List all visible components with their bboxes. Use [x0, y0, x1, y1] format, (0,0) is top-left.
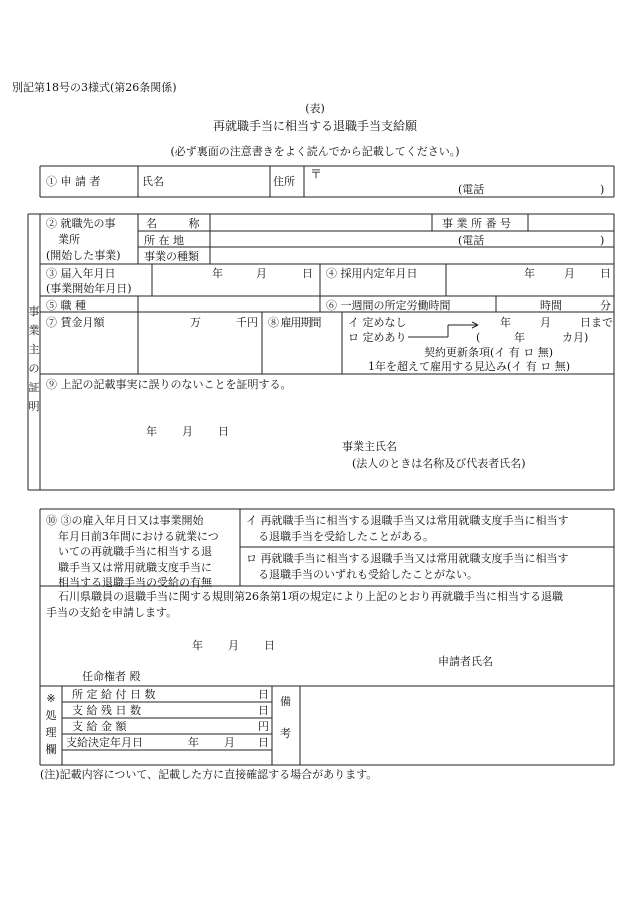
remaining-days-label: 支 給 残 日 数: [72, 704, 141, 717]
remarks-label-2: 考: [280, 727, 291, 740]
office-number-label: 事 業 所 番 号: [442, 217, 511, 230]
offer-year-unit: 年: [524, 267, 535, 280]
name-label: 氏名: [142, 175, 164, 188]
instruction-note: (必ず裏面の注意書きをよく読んでから記載してください。): [170, 145, 460, 158]
applicant-phone-close: ): [600, 183, 605, 196]
prior-benefit-question: ⑩ ③の雇入年月日又は事業開始 年月日前3年間における就業につ いての再就職手当に相当する退 職手当又は常用就職支度手当に 相当する退職手当の受給の有無: [46, 514, 219, 589]
workplace-label-3: (開始した事業): [46, 249, 121, 262]
job-type-field[interactable]: [140, 296, 318, 312]
workplace-label: ② 就職先の事: [46, 217, 116, 230]
benefit-days-label: 所 定 給 付 日 数: [72, 688, 156, 701]
processing-side-label: ※ 処 理 欄: [45, 692, 57, 756]
application-declaration: 石川県職員の退職手当に関する規則第26条第1項の規定により上記のとおり再就職手当に相当する退職: [58, 590, 563, 603]
wage-man-unit: 万: [190, 316, 201, 329]
period-year-unit: 年: [500, 316, 511, 329]
form-reference: 別記第18号の3様式(第26条関係): [12, 81, 177, 94]
remarks-field[interactable]: [302, 686, 612, 765]
offer-month-unit: 月: [564, 267, 575, 280]
decision-month-unit: 月: [224, 736, 235, 749]
job-type-label: ⑤ 職 種: [46, 299, 86, 312]
applicant-name-field[interactable]: [148, 166, 268, 197]
appointing-authority: 任命権者 殿: [82, 670, 141, 683]
prior-benefit-option-no-2: る退職手当のいずれも受給したことがない。: [258, 568, 478, 581]
hours-unit: 時間: [540, 299, 562, 312]
decision-day-unit: 日: [258, 736, 269, 749]
address-label: 住所: [273, 175, 295, 188]
monthly-wage-label: ⑦ 賃金月額: [46, 316, 105, 329]
company-phone-close: ): [600, 234, 605, 247]
owner-name-label: 事業主氏名: [342, 440, 397, 453]
hire-day-unit: 日: [302, 267, 313, 280]
hire-date-label: ③ 届入年月日: [46, 267, 116, 280]
location-field[interactable]: [212, 231, 612, 247]
period-none-option[interactable]: イ 定めなし: [348, 316, 407, 329]
postal-mark: 〒: [310, 167, 323, 181]
office-number-field[interactable]: [530, 214, 612, 231]
applicant-label: ① 申 請 者: [46, 175, 101, 188]
cert-month-unit: 月: [182, 425, 193, 438]
decision-year-unit: 年: [188, 736, 199, 749]
remaining-days-unit: 日: [258, 704, 269, 717]
period-paren-open: (: [476, 331, 481, 344]
hire-year-unit: 年: [212, 267, 223, 280]
business-type-field[interactable]: [212, 247, 612, 264]
application-declaration-2: 手当の支給を申請します。: [46, 606, 178, 619]
footer-note: (注)記載内容について、記載した方に直接確認する場合があります。: [40, 768, 378, 781]
employer-certification-side-label: 事 業 主 の 証 明: [28, 305, 40, 413]
renewal-clause[interactable]: 契約更新条項(イ 有 ロ 無): [424, 346, 554, 359]
decision-date-label: 支給決定年月日: [66, 736, 143, 749]
hire-date-label-2: (事業開始年月日): [46, 282, 132, 295]
workplace-label-2: 業所: [58, 233, 80, 246]
company-name-field[interactable]: [212, 214, 430, 231]
applicant-phone-label: (電話: [458, 183, 485, 196]
prior-benefit-option-yes[interactable]: イ 再就職手当に相当する退職手当又は常用就職支度手当に相当す: [246, 514, 569, 527]
business-type-label: 事業の種類: [144, 250, 199, 263]
period-duration-year-unit: 年: [514, 331, 525, 344]
period-months-unit: カ月): [562, 331, 589, 344]
apply-month-unit: 月: [228, 639, 239, 652]
minutes-unit: 分: [600, 299, 611, 312]
prior-benefit-option-yes-2: る退職手当を受給したことがある。: [258, 530, 434, 543]
benefit-days-unit: 日: [258, 688, 269, 701]
employment-period-label: ⑧ 雇用期間: [268, 316, 321, 329]
offer-date-label: ④ 採用内定年月日: [326, 267, 418, 280]
payment-amount-unit: 円: [258, 720, 269, 733]
location-label: 所 在 地: [144, 234, 184, 247]
cert-year-unit: 年: [146, 425, 157, 438]
weekly-hours-label: ⑥ 一週間の所定労働時間: [326, 299, 451, 312]
certification-statement: ⑨ 上記の記載事実に誤りのないことを証明する。: [46, 378, 292, 391]
owner-name-note: (法人のときは名称及び代表者氏名): [352, 457, 526, 470]
remarks-label: 備: [280, 695, 291, 708]
wage-sen-unit: 千円: [236, 316, 258, 329]
period-until-unit: 日まで: [580, 316, 613, 329]
hire-month-unit: 月: [256, 267, 267, 280]
cert-day-unit: 日: [218, 425, 229, 438]
company-phone-label: (電話: [458, 234, 485, 247]
period-defined-option[interactable]: ロ 定めあり: [348, 331, 407, 344]
applicant-signature-label: 申請者氏名: [438, 655, 493, 668]
over-one-year-expectation[interactable]: 1年を超えて雇用する見込み(イ 有 ロ 無): [368, 360, 571, 373]
apply-day-unit: 日: [264, 639, 275, 652]
company-name-label: 名 称: [146, 217, 214, 230]
front-side-label: (表): [305, 102, 325, 115]
period-month-unit: 月: [540, 316, 551, 329]
prior-benefit-option-no[interactable]: ロ 再就職手当に相当する退職手当又は常用就職支度手当に相当す: [246, 552, 569, 565]
payment-amount-label: 支 給 金 額: [72, 720, 127, 733]
offer-day-unit: 日: [600, 267, 611, 280]
form-title: 再就職手当に相当する退職手当支給願: [212, 119, 417, 133]
apply-year-unit: 年: [192, 639, 203, 652]
